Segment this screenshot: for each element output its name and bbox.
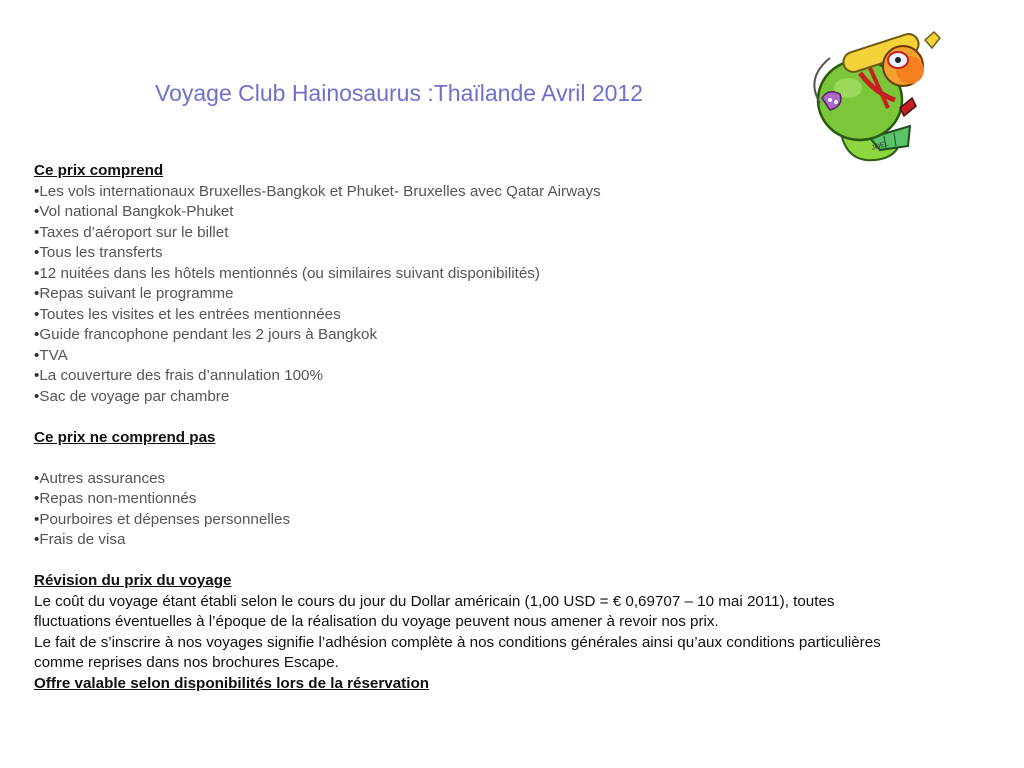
list-item: •La couverture des frais d’annulation 100% (34, 367, 324, 384)
list-item: •Les vols internationaux Bruxelles-Bangkok et Phuket- Bruxelles avec Qatar Airways (34, 182, 601, 200)
list-item: •Frais de visa (34, 531, 126, 548)
list-item: •Sac de voyage par chambre (34, 387, 230, 405)
includes-heading: Ce prix comprend (34, 162, 164, 179)
mascot-signature: JOEL (870, 140, 890, 152)
list-item: •Repas non-mentionnés (34, 490, 197, 507)
list-item: •Pourboires et dépenses personnelles (34, 510, 291, 528)
list-item: •Autres assurances (34, 469, 166, 487)
list-item: •Taxes d’aéroport sur le billet (34, 223, 229, 241)
excludes-heading: Ce prix ne comprend pas (34, 428, 216, 446)
list-item: •12 nuitées dans les hôtels mentionnés (ou similaires suivant disponibilités) (34, 264, 540, 282)
offer-validity-notice: Offre valable selon disponibilités lors de la réservation (34, 674, 430, 692)
excludes-list (34, 469, 914, 551)
list-item: •TVA (34, 346, 68, 364)
page-title: Voyage Club Hainosaurus :Thaïlande Avril 2012 (155, 80, 644, 106)
list-item: •Tous les transferts (34, 244, 163, 261)
revision-paragraph-currency: Le coût du voyage étant établi selon le cours du jour du Dollar américain (1,00 USD = € 0,69707 – 10 mai 2011), toutes fluctuations éventuelles à l’époque de la réalisation du voyage peuvent nous amener à revoir nos prix. (34, 592, 835, 630)
revision-paragraph-conditions: Le fait de s’inscrire à nos voyages signifie l’adhésion complète à nos conditions générales ainsi qu’aux conditions particulières comme reprises dans nos brochures Escape. (34, 633, 881, 671)
content-body (34, 161, 914, 694)
list-item: •Vol national Bangkok-Phuket (34, 203, 234, 220)
dinosaur-diver-mascot-logo (800, 18, 950, 166)
list-item: •Toutes les visites et les entrées mentionnées (34, 305, 341, 323)
list-item: •Repas suivant le programme (34, 285, 234, 302)
list-item: •Guide francophone pendant les 2 jours à Bangkok (34, 326, 378, 343)
includes-list (34, 182, 914, 408)
revision-heading: Révision du prix du voyage (34, 572, 232, 589)
